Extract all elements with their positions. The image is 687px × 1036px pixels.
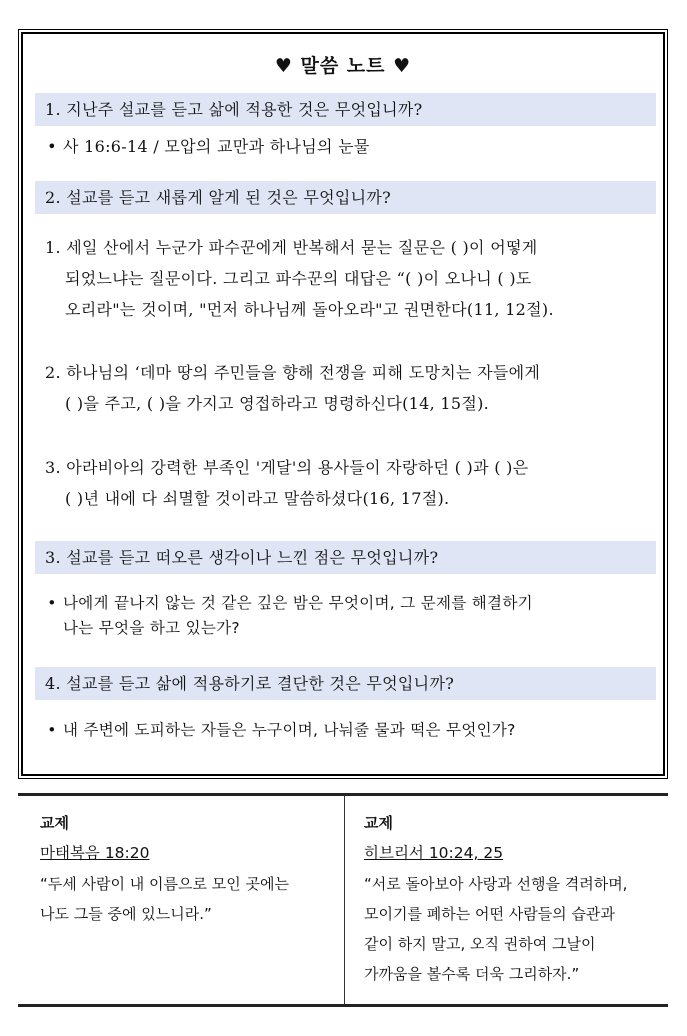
section-4-heading: 4. 설교를 듣고 삶에 적용하기로 결단한 것은 무엇입니까? bbox=[35, 667, 656, 700]
fellowship-right-verse-line-4: 가까움을 볼수록 더욱 그리하자.” bbox=[364, 965, 580, 983]
sermon-note-inner bbox=[21, 32, 665, 776]
fellowship-left-label: 교제 bbox=[40, 814, 69, 832]
fellowship-right-verse-line-3: 같이 하지 말고, 오직 권하여 그날이 bbox=[364, 935, 596, 953]
section-2-heading: 2. 설교를 듣고 새롭게 알게 된 것은 무엇입니까? bbox=[35, 181, 656, 214]
fellowship-right-verse-line-1: “서로 돌아보아 사랑과 선행을 격려하며, bbox=[364, 875, 628, 893]
table-column-divider bbox=[344, 795, 345, 1005]
page-title: ♥ 말씀 노트 ♥ bbox=[274, 55, 412, 77]
fellowship-left-verse-line-2: 나도 그들 중에 있느니라.” bbox=[40, 905, 212, 923]
table-bottom-rule bbox=[18, 1004, 668, 1007]
section-3-bullet-line-2: 나는 무엇을 하고 있는가? bbox=[63, 619, 240, 637]
section-2-item-1-line-1: 1. 세일 산에서 누군가 파수꾼에게 반복해서 묻는 질문은 ( )이 어떻게 bbox=[45, 238, 538, 257]
sermon-note-box bbox=[18, 29, 668, 779]
section-1-bullet: • 사 16:6-14 / 모압의 교만과 하나님의 눈물 bbox=[35, 134, 370, 157]
fellowship-right-reference: 히브리서 10:24, 25 bbox=[364, 844, 504, 862]
section-1-heading: 1. 지난주 설교를 듣고 삶에 적용한 것은 무엇입니까? bbox=[35, 93, 656, 126]
section-3-bullet-line-1: • 나에게 끝나지 않는 것 같은 깊은 밤은 무엇이며, 그 문제를 해결하기 bbox=[35, 591, 533, 613]
fellowship-right-label: 교제 bbox=[364, 814, 393, 832]
section-2-item-1-line-2: 되었느냐는 질문이다. 그리고 파수꾼의 대답은 “( )이 오나니 ( )도 bbox=[65, 269, 532, 288]
section-2-item-2-line-1: 2. 하나님의 ‘데마 땅의 주민들을 향해 전쟁을 피해 도망치는 자들에게 bbox=[45, 363, 541, 382]
fellowship-left bbox=[40, 812, 289, 929]
section-2-item-3-line-2: ( )년 내에 다 쇠멸할 것이라고 말씀하셨다(16, 17절). bbox=[65, 489, 450, 508]
section-2-item-3-line-1: 3. 아라비아의 강력한 부족인 '게달'의 용사들이 자랑하던 ( )과 ( )은 bbox=[45, 458, 529, 477]
section-3-heading: 3. 설교를 듣고 떠오른 생각이나 느낀 점은 무엇입니까? bbox=[35, 541, 656, 574]
fellowship-left-reference: 마태복음 18:20 bbox=[40, 844, 150, 862]
fellowship-right-verse-line-2: 모이기를 폐하는 어떤 사람들의 습관과 bbox=[364, 905, 615, 923]
table-top-rule bbox=[18, 793, 668, 796]
bullet-dot: • bbox=[47, 594, 57, 612]
bullet-dot: • bbox=[47, 137, 57, 156]
section-2-item-1-line-3: 오리라"는 것이며, "먼저 하나님께 돌아오라"고 권면한다(11, 12절). bbox=[65, 300, 554, 319]
section-2-item-2-line-2: ( )을 주고, ( )을 가지고 영접하라고 명령하신다(14, 15절). bbox=[65, 394, 490, 413]
section-4-bullet: • 내 주변에 도피하는 자들은 누구이며, 나눠줄 물과 떡은 무엇인가? bbox=[35, 718, 516, 740]
fellowship-right bbox=[364, 812, 627, 989]
bullet-dot: • bbox=[47, 721, 57, 739]
fellowship-left-verse-line-1: “두세 사람이 내 이름으로 모인 곳에는 bbox=[40, 875, 289, 893]
